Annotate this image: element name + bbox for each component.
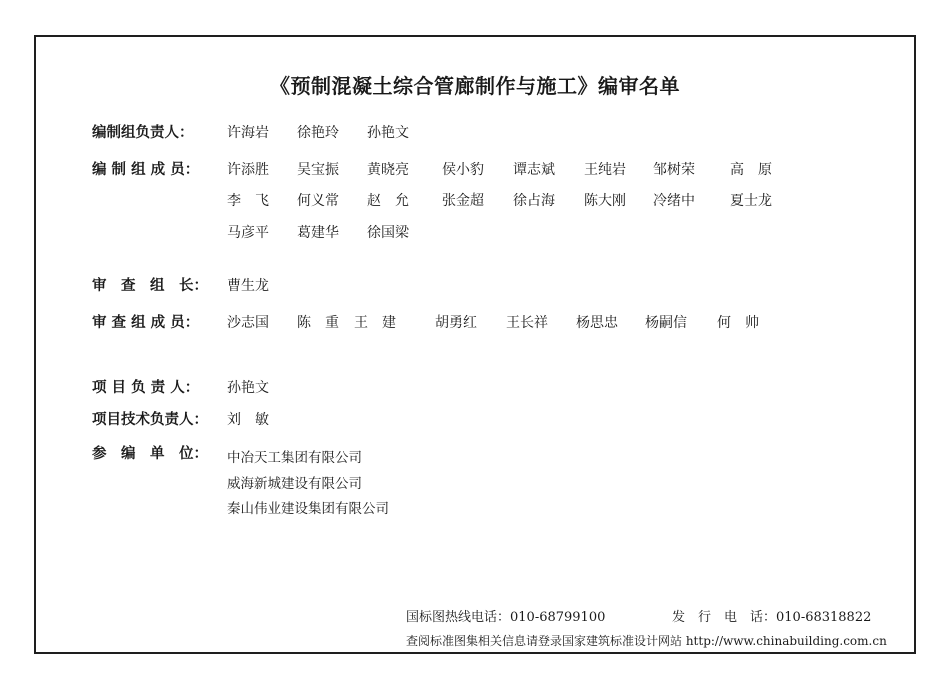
compile-member-name: 谭志斌 xyxy=(513,162,555,178)
participant-unit: 秦山伟业建设集团有限公司 xyxy=(227,501,389,517)
review-members-label: 审 查 组 成 员： xyxy=(92,315,200,331)
review-member-name: 胡勇红 xyxy=(435,315,477,331)
participant-unit: 威海新城建设有限公司 xyxy=(227,476,362,492)
project-lead-name: 孙艳文 xyxy=(227,380,269,396)
website-note: 查阅标准图集相关信息请登录国家建筑标准设计网站 http://www.chinabuilding.com.cn xyxy=(406,634,887,648)
compile-member-name: 徐国梁 xyxy=(367,225,409,241)
compile-member-name: 夏士龙 xyxy=(730,193,772,209)
review-lead-name: 曹生龙 xyxy=(227,278,269,294)
compile-member-name: 陈大刚 xyxy=(584,193,626,209)
compile-member-name: 赵 允 xyxy=(367,193,409,209)
compile-member-name: 徐占海 xyxy=(513,193,555,209)
compile-member-name: 马彦平 xyxy=(227,225,269,241)
compile-member-name: 王纯岩 xyxy=(584,162,626,178)
compile-member-name: 侯小豹 xyxy=(442,162,484,178)
review-member-name: 杨思忠 xyxy=(576,315,618,331)
compile-members-label: 编 制 组 成 员： xyxy=(92,162,200,178)
review-member-name: 陈 重 xyxy=(297,315,339,331)
compile-lead-name: 徐艳玲 xyxy=(297,125,339,141)
project-lead-label: 项 目 负 责 人： xyxy=(92,380,200,396)
review-member-name: 何 帅 xyxy=(717,315,759,331)
compile-member-name: 冷绪中 xyxy=(653,193,695,209)
compile-lead-label: 编制组负责人： xyxy=(92,125,194,141)
participant-unit: 中冶天工集团有限公司 xyxy=(227,450,362,466)
compile-lead-name: 许海岩 xyxy=(227,125,269,141)
compile-member-name: 李 飞 xyxy=(227,193,269,209)
distribution-phone-text: 发 行 电 话：010-68318822 xyxy=(672,610,872,625)
review-lead-label: 审 查 组 长： xyxy=(92,278,208,294)
tech-lead-label: 项目技术负责人： xyxy=(92,412,208,428)
compile-member-name: 吴宝振 xyxy=(297,162,339,178)
tech-lead-name: 刘 敏 xyxy=(227,412,269,428)
review-member-name: 杨嗣信 xyxy=(645,315,687,331)
compile-member-name: 高 原 xyxy=(730,162,772,178)
page-title: 《预制混凝土综合管廊制作与施工》编审名单 xyxy=(270,74,680,98)
compile-member-name: 邹树荣 xyxy=(653,162,695,178)
review-member-name: 沙志国 xyxy=(227,315,269,331)
compile-member-name: 葛建华 xyxy=(297,225,339,241)
compile-member-name: 何义常 xyxy=(297,193,339,209)
compile-member-name: 黄晓亮 xyxy=(367,162,409,178)
review-member-name: 王长祥 xyxy=(506,315,548,331)
hotline-text: 国标图热线电话：010-68799100 xyxy=(406,610,606,625)
review-member-name: 王 建 xyxy=(354,315,396,331)
compile-member-name: 张金超 xyxy=(442,193,484,209)
compile-member-name: 许添胜 xyxy=(227,162,269,178)
compile-lead-name: 孙艳文 xyxy=(367,125,409,141)
participants-label: 参 编 单 位： xyxy=(92,446,208,462)
